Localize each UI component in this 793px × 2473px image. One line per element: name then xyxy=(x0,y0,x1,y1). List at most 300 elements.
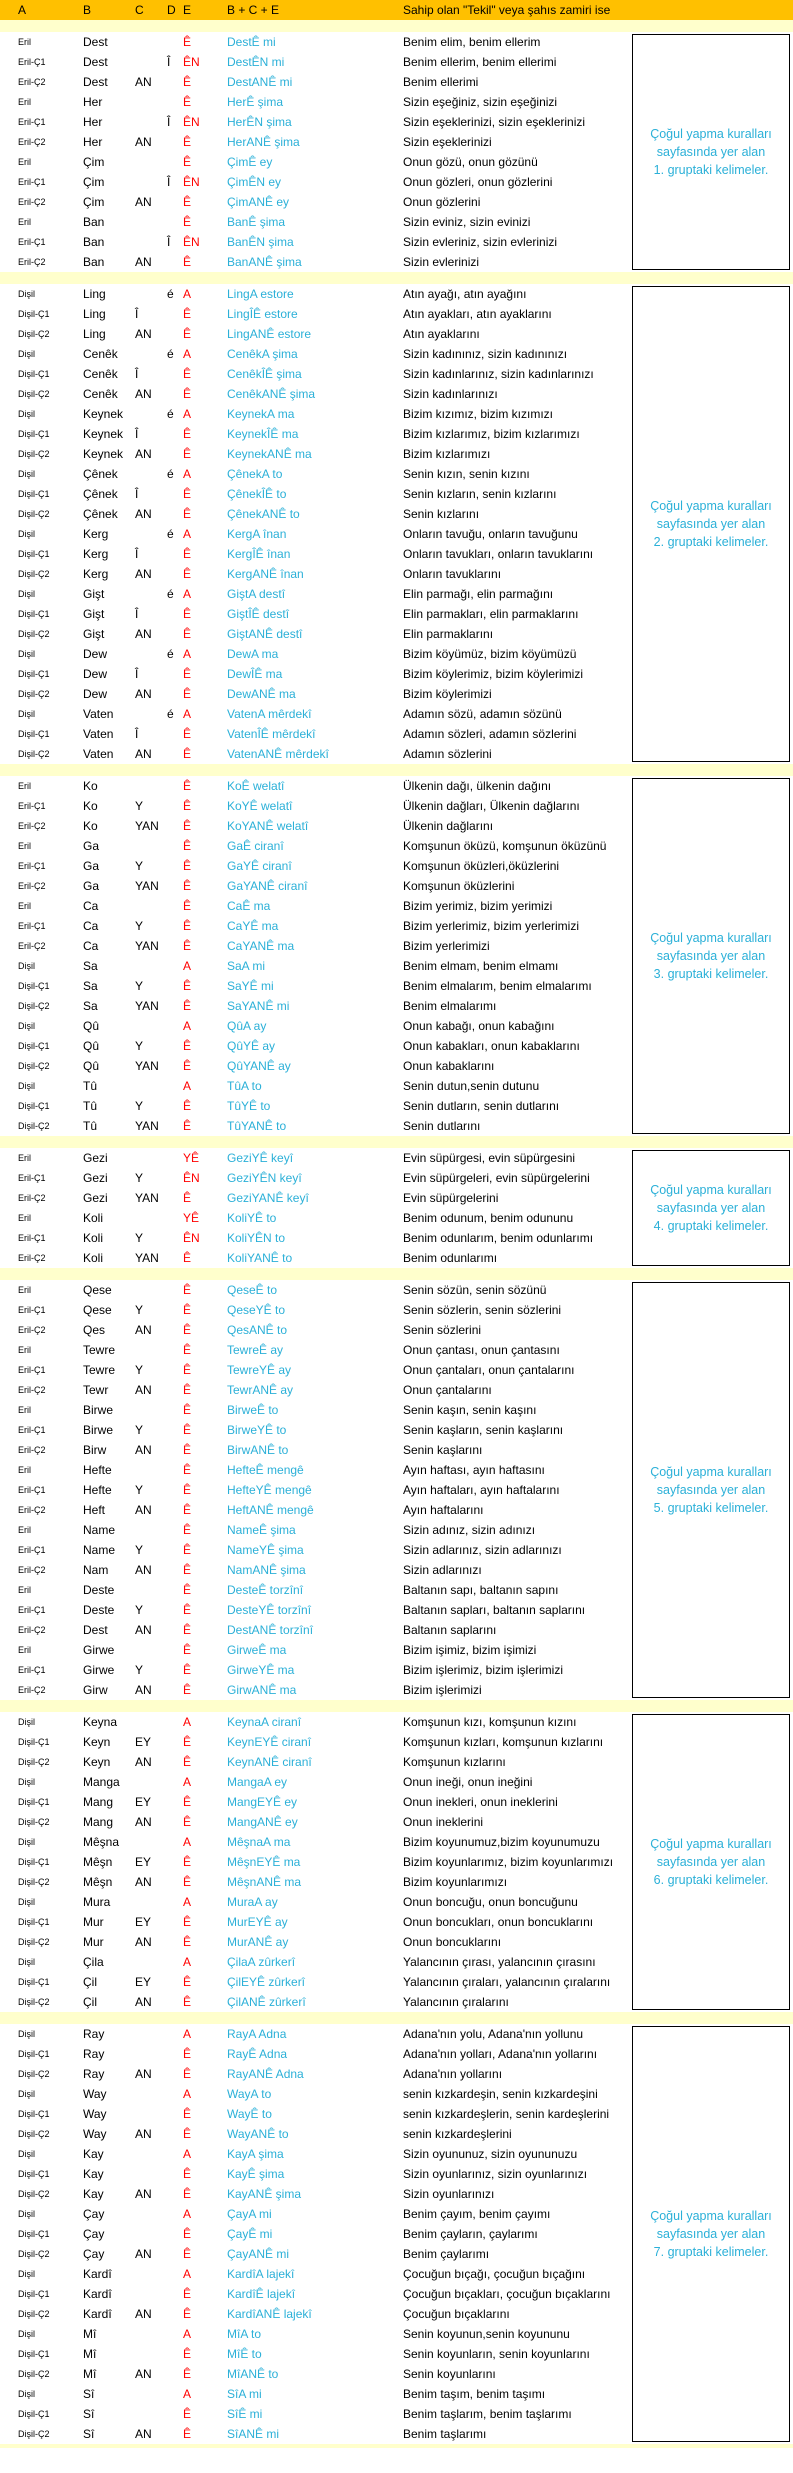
row-combined-form: LingA estore xyxy=(227,287,294,301)
row-root-word: Koli xyxy=(83,1231,104,1245)
row-combined-form: QûA ay xyxy=(227,1019,267,1033)
row-case-suffix: Ê xyxy=(183,1403,192,1417)
row-translation: Onun boncukları, onun boncuklarını xyxy=(403,1915,594,1929)
row-root-word: Qû xyxy=(83,1019,100,1033)
row-translation: Senin kaşların, senin kaşlarını xyxy=(403,1423,564,1437)
row-combined-form: ÇayANÊ mi xyxy=(227,2247,290,2261)
table-row xyxy=(0,212,625,232)
row-case-suffix: A xyxy=(183,2327,192,2341)
row-combined-form: DewA ma xyxy=(227,647,279,661)
row-plural-marker: é xyxy=(167,287,174,301)
row-plural-suffix: EY xyxy=(135,1855,152,1869)
row-translation: Onun çantası, onun çantasını xyxy=(403,1343,560,1357)
row-plural-suffix: AN xyxy=(135,1323,152,1337)
row-gender-label: Eril-Ç2 xyxy=(18,77,46,87)
row-combined-form: MuraA ay xyxy=(227,1895,278,1909)
row-root-word: Kardî xyxy=(83,2307,112,2321)
row-root-word: Tû xyxy=(83,1079,98,1093)
row-combined-form: TewrANÊ ay xyxy=(227,1383,294,1397)
row-root-word: Mura xyxy=(83,1895,111,1909)
table-row xyxy=(0,1812,625,1832)
row-translation: Senin dutların, senin dutlarını xyxy=(403,1099,560,1113)
table-row xyxy=(0,1620,625,1640)
row-combined-form: GiştANÊ destî xyxy=(227,627,303,641)
row-case-suffix: Ê xyxy=(183,2067,192,2081)
table-row xyxy=(0,816,625,836)
table-row xyxy=(0,232,625,252)
row-gender-label: Eril xyxy=(18,1585,31,1595)
row-gender-label: Eril-Ç2 xyxy=(18,1385,46,1395)
row-translation: Senin kızların, senin kızlarını xyxy=(403,487,557,501)
row-plural-suffix: AN xyxy=(135,2127,152,2141)
row-case-suffix: Ê xyxy=(183,215,192,229)
row-plural-suffix: EY xyxy=(135,1975,152,1989)
row-root-word: Qû xyxy=(83,1059,100,1073)
row-plural-marker: é xyxy=(167,587,174,601)
row-gender-label: Dişil-Ç1 xyxy=(18,1977,50,1987)
row-combined-form: KeynekA ma xyxy=(227,407,295,421)
row-case-suffix: Ê xyxy=(183,567,192,581)
row-case-suffix: Ê xyxy=(183,839,192,853)
table-row xyxy=(0,624,625,644)
row-plural-suffix: AN xyxy=(135,2427,152,2441)
table-row xyxy=(0,1832,625,1852)
row-root-word: Cenêk xyxy=(83,387,118,401)
row-translation: Benim elim, benim ellerim xyxy=(403,35,541,49)
row-combined-form: ÇilANÊ zûrkerî xyxy=(227,1995,306,2009)
row-combined-form: KergA înan xyxy=(227,527,287,541)
row-case-suffix: A xyxy=(183,707,192,721)
row-translation: Adana'nın yolu, Adana'nın yollunu xyxy=(403,2027,584,2041)
row-gender-label: Dişil-Ç2 xyxy=(18,689,50,699)
table-row xyxy=(0,112,625,132)
group-note-text: Çoğul yapma kuralları sayfasında yer alan 2. gruptaki kelimeler. xyxy=(650,498,772,550)
row-translation: Onların tavuklarını xyxy=(403,567,502,581)
header-col-b: B xyxy=(83,3,92,17)
row-root-word: Dest xyxy=(83,1623,108,1637)
row-gender-label: Dişil-Ç1 xyxy=(18,981,50,991)
table-row xyxy=(0,1732,625,1752)
table-row xyxy=(0,996,625,1016)
row-combined-form: WayANÊ to xyxy=(227,2127,289,2141)
row-root-word: Her xyxy=(83,115,103,129)
table-row xyxy=(0,32,625,52)
row-root-word: Mêşn xyxy=(83,1855,113,1869)
row-translation: Sizin adlarınızı xyxy=(403,1563,482,1577)
row-gender-label: Eril-Ç2 xyxy=(18,1193,46,1203)
row-case-suffix: Ê xyxy=(183,155,192,169)
header-col-e: E xyxy=(183,3,192,17)
row-root-word: Way xyxy=(83,2127,107,2141)
row-combined-form: KoliYÊN to xyxy=(227,1231,286,1245)
row-gender-label: Eril-Ç2 xyxy=(18,137,46,147)
row-translation: Elin parmakları, elin parmaklarını xyxy=(403,607,579,621)
row-root-word: Ling xyxy=(83,287,106,301)
table-row xyxy=(0,424,625,444)
row-translation: Sizin oyunlarınızı xyxy=(403,2187,495,2201)
group-separator xyxy=(0,764,793,776)
row-gender-label: Dişil xyxy=(18,2089,35,2099)
row-root-word: Koli xyxy=(83,1211,104,1225)
row-combined-form: ÇilaA zûrkerî xyxy=(227,1955,296,1969)
row-root-word: Ko xyxy=(83,819,98,833)
row-plural-suffix: AN xyxy=(135,2247,152,2261)
row-translation: Sizin adınız, sizin adınızı xyxy=(403,1523,536,1537)
row-root-word: Keyna xyxy=(83,1715,118,1729)
row-case-suffix: A xyxy=(183,1895,192,1909)
table-row xyxy=(0,2344,625,2364)
table-row xyxy=(0,132,625,152)
row-plural-suffix: Î xyxy=(135,307,139,321)
row-combined-form: MangaA ey xyxy=(227,1775,288,1789)
table-row xyxy=(0,2064,625,2084)
table-row xyxy=(0,2044,625,2064)
row-root-word: Keyn xyxy=(83,1755,111,1769)
row-gender-label: Eril xyxy=(18,841,31,851)
row-gender-label: Dişil-Ç2 xyxy=(18,1001,50,1011)
table-row xyxy=(0,1912,625,1932)
row-root-word: Dew xyxy=(83,667,108,681)
table-row xyxy=(0,484,625,504)
header-col-c: C xyxy=(135,3,144,17)
row-root-word: Qese xyxy=(83,1283,112,1297)
row-gender-label: Eril xyxy=(18,1525,31,1535)
row-translation: Elin parmağı, elin parmağını xyxy=(403,587,554,601)
row-translation: Onun kabaklarını xyxy=(403,1059,495,1073)
row-root-word: Çim xyxy=(83,175,105,189)
row-combined-form: SîANÊ mi xyxy=(227,2427,280,2441)
row-plural-suffix: AN xyxy=(135,1875,152,1889)
row-plural-marker: é xyxy=(167,707,174,721)
row-root-word: Qese xyxy=(83,1303,112,1317)
table-row xyxy=(0,1440,625,1460)
row-case-suffix: Ê xyxy=(183,2347,192,2361)
row-plural-suffix: Y xyxy=(135,1039,144,1053)
row-root-word: Her xyxy=(83,135,103,149)
row-plural-suffix: AN xyxy=(135,2187,152,2201)
group-note-box xyxy=(632,1150,790,1266)
table-row xyxy=(0,584,625,604)
table-row xyxy=(0,2084,625,2104)
table-row xyxy=(0,404,625,424)
row-gender-label: Eril xyxy=(18,1465,31,1475)
row-case-suffix: Ê xyxy=(183,1915,192,1929)
row-plural-suffix: AN xyxy=(135,2307,152,2321)
row-gender-label: Dişil-Ç1 xyxy=(18,2289,50,2299)
row-gender-label: Dişil xyxy=(18,529,35,539)
row-case-suffix: Ê xyxy=(183,1563,192,1577)
row-case-suffix: Ê xyxy=(183,1099,192,1113)
row-combined-form: DestANÊ mi xyxy=(227,75,293,89)
table-row xyxy=(0,2264,625,2284)
row-translation: Senin sözün, senin sözünü xyxy=(403,1283,547,1297)
row-gender-label: Dişil xyxy=(18,289,35,299)
row-plural-suffix: Î xyxy=(135,667,139,681)
row-gender-label: Dişil-Ç1 xyxy=(18,2409,50,2419)
table-row xyxy=(0,2144,625,2164)
row-root-word: Keynek xyxy=(83,447,124,461)
row-combined-form: DestANÊ torzînî xyxy=(227,1623,314,1637)
table-row xyxy=(0,1460,625,1480)
row-gender-label: Dişil-Ç1 xyxy=(18,729,50,739)
row-plural-marker: Î xyxy=(167,55,171,69)
table-row xyxy=(0,684,625,704)
table-row xyxy=(0,2124,625,2144)
row-case-suffix: Ê xyxy=(183,1643,192,1657)
row-case-suffix: A xyxy=(183,2087,192,2101)
row-plural-suffix: AN xyxy=(135,1815,152,1829)
row-combined-form: HeftANÊ mengê xyxy=(227,1503,314,1517)
row-combined-form: QûYÊ ay xyxy=(227,1039,276,1053)
row-translation: Bizim kızımız, bizim kızımızı xyxy=(403,407,553,421)
row-plural-suffix: Y xyxy=(135,1483,144,1497)
row-translation: Sizin evleriniz, sizin evlerinizi xyxy=(403,235,558,249)
row-gender-label: Dişil xyxy=(18,349,35,359)
row-case-suffix: A xyxy=(183,647,192,661)
row-case-suffix: Ê xyxy=(183,1423,192,1437)
table-row xyxy=(0,856,625,876)
table-row xyxy=(0,1036,625,1056)
row-combined-form: GaYÊ ciranî xyxy=(227,859,292,873)
row-root-word: Mî xyxy=(83,2327,97,2341)
table-row xyxy=(0,504,625,524)
row-plural-suffix: AN xyxy=(135,1503,152,1517)
table-row xyxy=(0,1680,625,1700)
row-plural-suffix: YAN xyxy=(135,879,159,893)
row-translation: Çocuğun bıçağı, çocuğun bıçağını xyxy=(403,2267,586,2281)
row-gender-label: Dişil-Ç2 xyxy=(18,2309,50,2319)
row-translation: Senin kızlarını xyxy=(403,507,480,521)
row-translation: Senin kızın, senin kızını xyxy=(403,467,530,481)
row-plural-marker: é xyxy=(167,407,174,421)
table-row xyxy=(0,1892,625,1912)
table-row xyxy=(0,1952,625,1972)
row-translation: Benim ellerimi xyxy=(403,75,479,89)
row-gender-label: Eril-Ç2 xyxy=(18,1445,46,1455)
row-translation: Yalancının çıraları, yalancının çıralarını xyxy=(403,1975,611,1989)
row-gender-label: Dişil-Ç1 xyxy=(18,2349,50,2359)
row-root-word: Ray xyxy=(83,2027,105,2041)
row-root-word: Qes xyxy=(83,1323,106,1337)
row-combined-form: SîA mi xyxy=(227,2387,262,2401)
row-root-word: Çênek xyxy=(83,507,118,521)
row-root-word: Keynek xyxy=(83,407,124,421)
row-combined-form: HerÊ şima xyxy=(227,95,284,109)
row-translation: Onun ineği, onun ineğini xyxy=(403,1775,533,1789)
row-root-word: Sî xyxy=(83,2407,95,2421)
row-case-suffix: Ê xyxy=(183,387,192,401)
table-row xyxy=(0,976,625,996)
row-gender-label: Dişil-Ç1 xyxy=(18,429,50,439)
row-root-word: Ban xyxy=(83,255,105,269)
table-row xyxy=(0,524,625,544)
row-combined-form: DewÎÊ ma xyxy=(227,667,283,681)
row-combined-form: TewreÊ ay xyxy=(227,1343,284,1357)
row-plural-suffix: AN xyxy=(135,327,152,341)
row-translation: Çocuğun bıçakları, çocuğun bıçaklarını xyxy=(403,2287,611,2301)
row-gender-label: Dişil-Ç1 xyxy=(18,609,50,619)
row-gender-label: Eril-Ç1 xyxy=(18,1233,46,1243)
row-case-suffix: Ê xyxy=(183,2187,192,2201)
row-case-suffix: Ê xyxy=(183,1119,192,1133)
row-case-suffix: Ê xyxy=(183,1523,192,1537)
row-translation: Adamın sözü, adamın sözünü xyxy=(403,707,562,721)
table-row xyxy=(0,1340,625,1360)
row-case-suffix: Ê xyxy=(183,427,192,441)
row-case-suffix: Ê xyxy=(183,2427,192,2441)
row-case-suffix: ÊN xyxy=(183,115,200,129)
row-translation: Bizim koyunlarımız, bizim koyunlarımızı xyxy=(403,1855,614,1869)
row-case-suffix: Ê xyxy=(183,747,192,761)
row-root-word: Gişt xyxy=(83,607,105,621)
row-gender-label: Dişil-Ç2 xyxy=(18,1061,50,1071)
row-plural-marker: Î xyxy=(167,235,171,249)
row-plural-suffix: YAN xyxy=(135,1191,159,1205)
row-root-word: Gişt xyxy=(83,627,105,641)
row-gender-label: Dişil-Ç2 xyxy=(18,2069,50,2079)
row-root-word: Girwe xyxy=(83,1663,115,1677)
table-row xyxy=(0,664,625,684)
row-translation: Sizin adlarınız, sizin adlarınızı xyxy=(403,1543,562,1557)
row-plural-suffix: YAN xyxy=(135,1059,159,1073)
row-gender-label: Dişil xyxy=(18,961,35,971)
table-row xyxy=(0,724,625,744)
table-row xyxy=(0,344,625,364)
group-note-box xyxy=(632,778,790,1134)
row-combined-form: GeziYÊ keyî xyxy=(227,1151,294,1165)
row-case-suffix: Ê xyxy=(183,367,192,381)
row-translation: Bizim köyümüz, bizim köyümüzü xyxy=(403,647,577,661)
group-note-box xyxy=(632,286,790,762)
row-translation: Çocuğun bıçaklarını xyxy=(403,2307,510,2321)
row-gender-label: Eril-Ç1 xyxy=(18,1425,46,1435)
row-case-suffix: Ê xyxy=(183,779,192,793)
row-gender-label: Eril-Ç1 xyxy=(18,1545,46,1555)
row-root-word: Çay xyxy=(83,2207,105,2221)
row-gender-label: Dişil-Ç1 xyxy=(18,1737,50,1747)
row-combined-form: MangANÊ ey xyxy=(227,1815,298,1829)
table-row xyxy=(0,1076,625,1096)
row-combined-form: GaÊ ciranî xyxy=(227,839,284,853)
row-combined-form: KoliYANÊ to xyxy=(227,1251,293,1265)
row-combined-form: KoÊ welatî xyxy=(227,779,285,793)
row-root-word: Sa xyxy=(83,979,98,993)
row-translation: Onun gözleri, onun gözlerini xyxy=(403,175,553,189)
row-root-word: Name xyxy=(83,1543,116,1557)
row-gender-label: Dişil-Ç2 xyxy=(18,2189,50,2199)
row-gender-label: Eril xyxy=(18,1345,31,1355)
row-gender-label: Eril xyxy=(18,157,31,167)
row-root-word: Manga xyxy=(83,1775,120,1789)
row-plural-suffix: AN xyxy=(135,135,152,149)
header-row xyxy=(0,0,793,20)
row-gender-label: Dişil-Ç2 xyxy=(18,2249,50,2259)
table-row xyxy=(0,1420,625,1440)
row-combined-form: QesANÊ to xyxy=(227,1323,288,1337)
row-plural-suffix: AN xyxy=(135,507,152,521)
table-row xyxy=(0,2424,625,2444)
row-combined-form: CaYÊ ma xyxy=(227,919,279,933)
row-translation: Komşunun öküzü, komşunun öküzünü xyxy=(403,839,607,853)
row-plural-suffix: Y xyxy=(135,1171,144,1185)
row-translation: Senin dutlarını xyxy=(403,1119,481,1133)
table-row xyxy=(0,1540,625,1560)
table-row xyxy=(0,1712,625,1732)
row-translation: Bizim koyunumuz,bizim koyunumuzu xyxy=(403,1835,600,1849)
row-combined-form: GiştÎÊ destî xyxy=(227,607,290,621)
row-case-suffix: Ê xyxy=(183,1503,192,1517)
row-gender-label: Eril-Ç1 xyxy=(18,861,46,871)
table-row xyxy=(0,444,625,464)
row-translation: Sizin kadınlarınızı xyxy=(403,387,498,401)
row-root-word: Gişt xyxy=(83,587,105,601)
row-combined-form: SîÊ mi xyxy=(227,2407,263,2421)
row-case-suffix: Ê xyxy=(183,35,192,49)
row-combined-form: LingÎÊ estore xyxy=(227,307,298,321)
row-root-word: Deste xyxy=(83,1603,115,1617)
row-combined-form: CaYANÊ ma xyxy=(227,939,295,953)
row-combined-form: MêşnEYÊ ma xyxy=(227,1855,301,1869)
row-root-word: Sa xyxy=(83,959,98,973)
row-root-word: Kardî xyxy=(83,2287,112,2301)
table-row xyxy=(0,896,625,916)
row-gender-label: Dişil-Ç2 xyxy=(18,509,50,519)
row-translation: Benim çayların, çaylarımı xyxy=(403,2227,538,2241)
table-row xyxy=(0,776,625,796)
row-translation: Yalancının çıralarını xyxy=(403,1995,509,2009)
row-gender-label: Dişil xyxy=(18,1837,35,1847)
row-gender-label: Dişil-Ç2 xyxy=(18,389,50,399)
row-root-word: Girw xyxy=(83,1683,108,1697)
row-gender-label: Eril-Ç1 xyxy=(18,1485,46,1495)
table-row xyxy=(0,1168,625,1188)
row-translation: Benim odunlarım, benim odunlarımı xyxy=(403,1231,594,1245)
row-combined-form: GeziYANÊ keyî xyxy=(227,1191,309,1205)
row-plural-marker: é xyxy=(167,527,174,541)
row-case-suffix: A xyxy=(183,527,192,541)
row-root-word: Tû xyxy=(83,1099,98,1113)
row-gender-label: Dişil xyxy=(18,2029,35,2039)
row-root-word: Ban xyxy=(83,215,105,229)
row-root-word: Dew xyxy=(83,687,108,701)
row-plural-suffix: YAN xyxy=(135,999,159,1013)
row-translation: Ülkenin dağlarını xyxy=(403,819,494,833)
row-combined-form: KoYÊ welatî xyxy=(227,799,293,813)
row-gender-label: Dişil-Ç1 xyxy=(18,2109,50,2119)
row-combined-form: DestÊ mi xyxy=(227,35,276,49)
row-combined-form: KeynekANÊ ma xyxy=(227,447,312,461)
row-gender-label: Dişil-Ç2 xyxy=(18,1121,50,1131)
table-row xyxy=(0,2224,625,2244)
row-combined-form: LingANÊ estore xyxy=(227,327,312,341)
table-row xyxy=(0,284,625,304)
row-translation: Onun kabakları, onun kabaklarını xyxy=(403,1039,580,1053)
row-translation: Senin dutun,senin dutunu xyxy=(403,1079,540,1093)
row-gender-label: Eril-Ç2 xyxy=(18,1253,46,1263)
row-case-suffix: Ê xyxy=(183,727,192,741)
row-gender-label: Dişil-Ç1 xyxy=(18,2049,50,2059)
table-row xyxy=(0,92,625,112)
row-case-suffix: Ê xyxy=(183,667,192,681)
row-case-suffix: A xyxy=(183,2267,192,2281)
header-col-description: Sahip olan "Tekil" veya şahıs zamiri ise xyxy=(403,3,611,17)
row-gender-label: Dişil xyxy=(18,1777,35,1787)
row-case-suffix: A xyxy=(183,1079,192,1093)
row-combined-form: VatenANÊ mêrdekî xyxy=(227,747,329,761)
row-gender-label: Dişil-Ç1 xyxy=(18,489,50,499)
row-root-word: Ko xyxy=(83,799,98,813)
row-combined-form: BirweÊ to xyxy=(227,1403,279,1417)
